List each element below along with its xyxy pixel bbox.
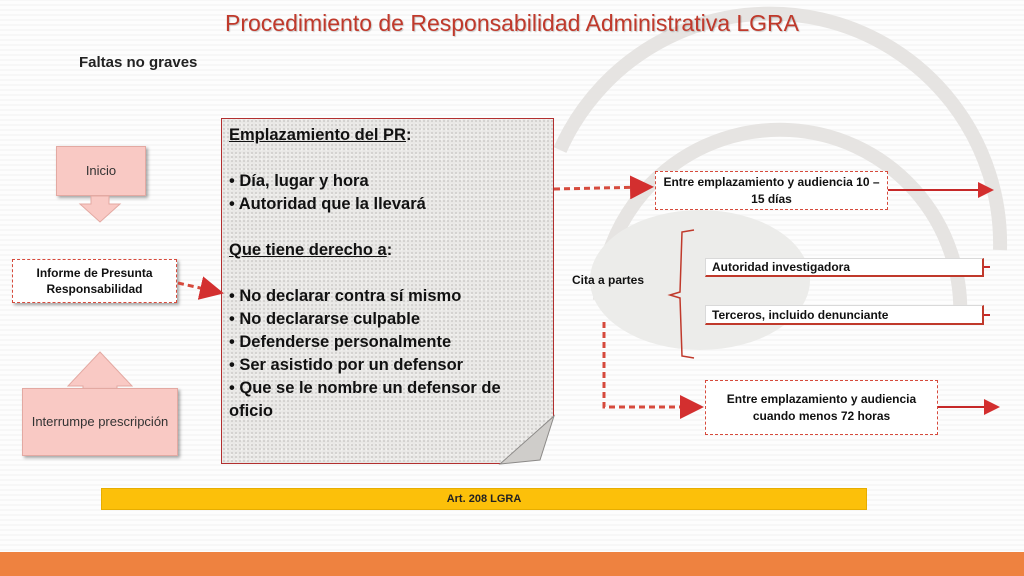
inicio-box — [56, 146, 146, 196]
informe-label: Informe de Presunta Responsabilidad — [36, 265, 153, 296]
note-item: • Que se le nombre un defensor de oficio — [229, 379, 501, 420]
note-item: • Autoridad que la llevará — [229, 195, 426, 213]
bottom-accent-strip — [0, 552, 1024, 576]
article-reference-bar — [101, 488, 867, 510]
cita-a-partes-label: Cita a partes — [572, 273, 645, 287]
note-heading-emplazamiento: Emplazamiento del PR: — [229, 126, 412, 144]
note-item: • No declararse culpable — [229, 310, 421, 328]
interrumpe-box — [22, 388, 178, 456]
note-content — [229, 124, 529, 423]
plazo-10-15-box — [655, 171, 888, 210]
plazo-72-horas-label: Entre emplazamiento y audiencia cuando menos 72 horas — [726, 392, 917, 423]
tag-autoridad-investigadora: Autoridad investigadora — [705, 258, 984, 277]
inicio-label: Inicio — [85, 163, 117, 179]
slide-title: Procedimiento de Responsabilidad Administrativa LGRA — [224, 10, 800, 36]
section-subtitle: Faltas no graves — [79, 54, 198, 71]
plazo-72-horas-box — [705, 380, 938, 435]
tag-terceros: Terceros, incluido denunciante — [705, 305, 984, 325]
note-item: • Día, lugar y hora — [229, 172, 369, 190]
note-item: • No declarar contra sí mismo — [229, 287, 462, 305]
article-reference-label: Art. 208 LGRA — [446, 493, 522, 505]
interrumpe-label: Interrumpe prescripción — [31, 414, 169, 430]
plazo-10-15-label: Entre emplazamiento y audiencia 10 – 15 días — [663, 175, 880, 206]
note-item: • Ser asistido por un defensor — [229, 356, 464, 374]
note-item: • Defenderse personalmente — [229, 333, 452, 351]
note-heading-derechos: Que tiene derecho a: — [229, 241, 393, 259]
informe-box — [12, 259, 177, 303]
